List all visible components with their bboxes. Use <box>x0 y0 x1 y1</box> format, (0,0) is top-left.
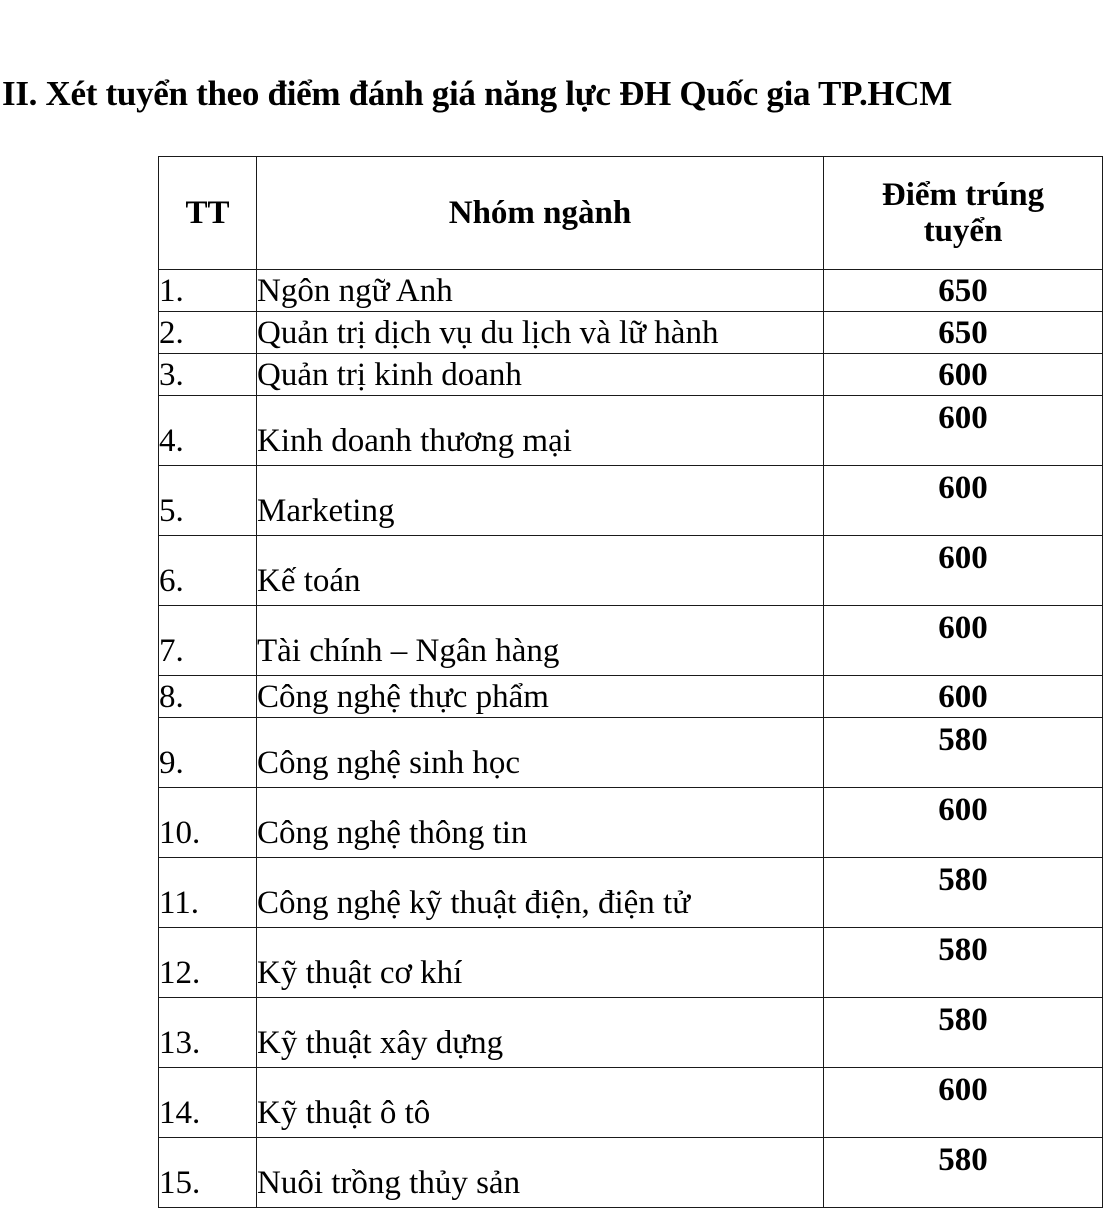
admission-score: 600 <box>824 788 1103 858</box>
admission-score: 600 <box>824 396 1103 466</box>
table-row <box>159 536 1103 606</box>
admission-score: 580 <box>824 928 1103 998</box>
major-name: Ngôn ngữ Anh <box>257 270 824 312</box>
row-number: 2. <box>159 312 257 354</box>
major-name: Nuôi trồng thủy sản <box>257 1138 824 1208</box>
admission-score: 580 <box>824 858 1103 928</box>
table-header-row <box>159 157 1103 270</box>
row-number: 9. <box>159 718 257 788</box>
header-tt: TT <box>159 157 257 270</box>
row-number: 14. <box>159 1068 257 1138</box>
major-name: Kinh doanh thương mại <box>257 396 824 466</box>
table-row <box>159 606 1103 676</box>
table-row <box>159 466 1103 536</box>
row-number: 7. <box>159 606 257 676</box>
table-row <box>159 788 1103 858</box>
row-number: 1. <box>159 270 257 312</box>
admission-score: 650 <box>824 270 1103 312</box>
table-row <box>159 354 1103 396</box>
admission-scores-table <box>158 156 1103 1208</box>
row-number: 15. <box>159 1138 257 1208</box>
admission-score: 580 <box>824 1138 1103 1208</box>
row-number: 11. <box>159 858 257 928</box>
header-score-line2: tuyển <box>923 213 1003 249</box>
table-row <box>159 998 1103 1068</box>
major-name: Công nghệ thực phẩm <box>257 676 824 718</box>
row-number: 13. <box>159 998 257 1068</box>
admission-score: 600 <box>824 536 1103 606</box>
section-heading: II. Xét tuyển theo điểm đánh giá năng lực ĐH Quốc gia TP.HCM <box>2 74 953 113</box>
major-name: Công nghệ thông tin <box>257 788 824 858</box>
row-number: 5. <box>159 466 257 536</box>
row-number: 8. <box>159 676 257 718</box>
table-row <box>159 312 1103 354</box>
table-row <box>159 270 1103 312</box>
major-name: Quản trị dịch vụ du lịch và lữ hành <box>257 312 824 354</box>
header-admission-score <box>824 157 1103 270</box>
major-name: Kỹ thuật cơ khí <box>257 928 824 998</box>
header-major-group: Nhóm ngành <box>257 157 824 270</box>
major-name: Kỹ thuật xây dựng <box>257 998 824 1068</box>
admission-score: 580 <box>824 718 1103 788</box>
table-row <box>159 928 1103 998</box>
row-number: 3. <box>159 354 257 396</box>
admission-score: 600 <box>824 354 1103 396</box>
major-name: Công nghệ sinh học <box>257 718 824 788</box>
admission-score: 580 <box>824 998 1103 1068</box>
admission-score: 600 <box>824 676 1103 718</box>
table-row <box>159 1068 1103 1138</box>
major-name: Marketing <box>257 466 824 536</box>
table-row <box>159 676 1103 718</box>
admission-score: 600 <box>824 1068 1103 1138</box>
major-name: Kỹ thuật ô tô <box>257 1068 824 1138</box>
major-name: Tài chính – Ngân hàng <box>257 606 824 676</box>
table-row <box>159 396 1103 466</box>
table-row <box>159 858 1103 928</box>
major-name: Quản trị kinh doanh <box>257 354 824 396</box>
major-name: Công nghệ kỹ thuật điện, điện tử <box>257 858 824 928</box>
major-name: Kế toán <box>257 536 824 606</box>
admission-score: 650 <box>824 312 1103 354</box>
row-number: 12. <box>159 928 257 998</box>
table-row <box>159 718 1103 788</box>
row-number: 4. <box>159 396 257 466</box>
admission-score: 600 <box>824 466 1103 536</box>
row-number: 6. <box>159 536 257 606</box>
admission-score: 600 <box>824 606 1103 676</box>
header-score-line1: Điểm trúng <box>881 177 1045 213</box>
row-number: 10. <box>159 788 257 858</box>
table-row <box>159 1138 1103 1208</box>
